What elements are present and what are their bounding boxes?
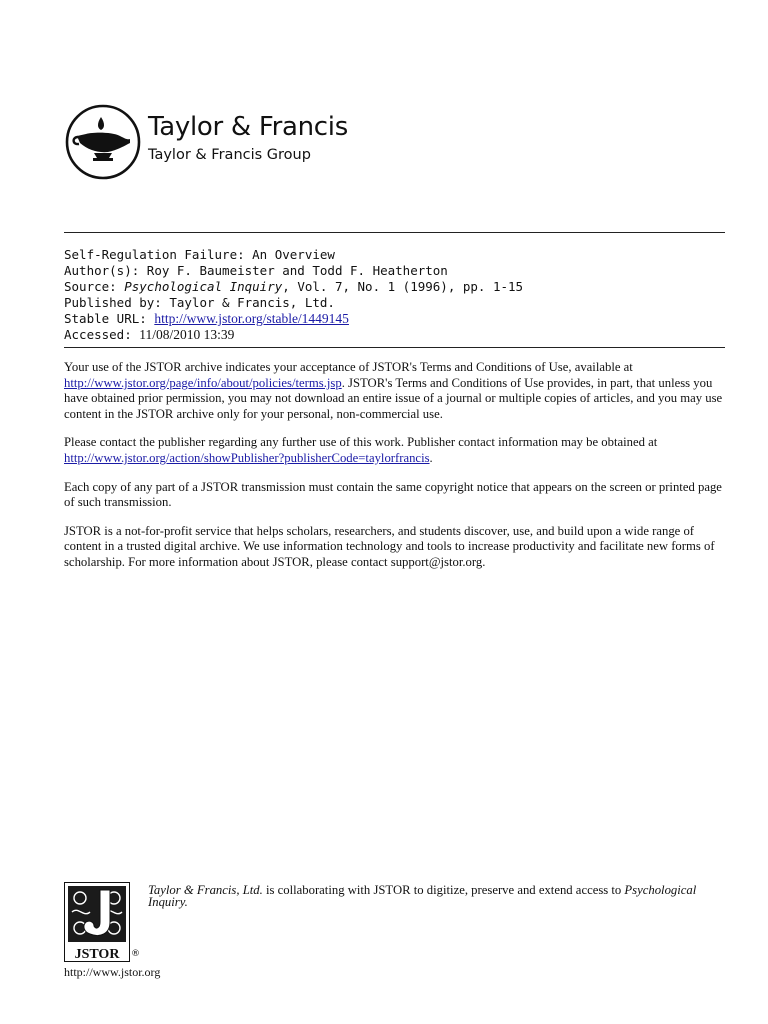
- stable-url-link[interactable]: http://www.jstor.org/stable/1449145: [154, 311, 349, 326]
- source-details: , Vol. 7, No. 1 (1996), pp. 1-15: [282, 279, 524, 294]
- terms-section: [64, 360, 724, 584]
- accessed-date: 11/08/2010 13:39: [139, 327, 235, 342]
- terms-text-rest: . JSTOR's Terms and Conditions of Use provides, in part, that unless you have obtained prior permission, you may not download an entire issue of a journal or multiple copies of articles, and you may use content in the JSTOR archive only for your personal, non-commercial use.: [64, 375, 723, 421]
- terms-paragraph-contact: [64, 435, 724, 466]
- publisher-logo-name: Taylor & Francis: [148, 112, 348, 142]
- collaboration-notice: [148, 884, 728, 908]
- source-line: [64, 279, 523, 295]
- registered-mark: ®: [131, 949, 140, 959]
- jstor-url[interactable]: http://www.jstor.org: [64, 965, 161, 979]
- top-divider: [64, 232, 725, 233]
- collab-text: is collaborating with JSTOR to digitize, preserve and extend access to: [262, 883, 625, 897]
- authors-line: [64, 263, 523, 279]
- publisher-contact-link[interactable]: http://www.jstor.org/action/showPublisher?publisherCode=taylorfrancis: [64, 450, 430, 465]
- published-label: Published by:: [64, 295, 170, 310]
- authors-label: Author(s):: [64, 263, 147, 278]
- authors: Roy F. Baumeister and Todd F. Heatherton: [146, 263, 448, 278]
- citation-block: [64, 247, 523, 343]
- terms-link[interactable]: http://www.jstor.org/page/info/about/policies/terms.jsp: [64, 375, 342, 390]
- oil-lamp-icon: [64, 103, 142, 181]
- stable-url-label: Stable URL:: [64, 311, 155, 326]
- stable-url-line: [64, 311, 523, 327]
- middle-divider: [64, 347, 725, 348]
- terms-paragraph-copy: Each copy of any part of a JSTOR transmission must contain the same copyright notice that appears on the screen or printed page of such transmission.: [64, 479, 722, 510]
- terms-paragraph-about: JSTOR is a not-for-profit service that helps scholars, researchers, and students discover, use, and build upon a wide range of content in a trusted digital archive. We use information technology and tools to increase productivity and facilitate new forms of scholarship. For more information about JSTOR, please contact support@jstor.org.: [64, 523, 715, 569]
- terms-text-intro: Your use of the JSTOR archive indicates your acceptance of JSTOR's Terms and Conditions of Use, available at: [64, 360, 633, 374]
- jstor-logo-icon: [64, 882, 130, 962]
- collab-publisher: Taylor & Francis, Ltd.: [148, 883, 263, 897]
- article-title: Self-Regulation Failure: An Overview: [64, 247, 335, 262]
- contact-text: Please contact the publisher regarding any further use of this work. Publisher contact information may be obtained at: [64, 435, 658, 450]
- accessed-line: [64, 327, 523, 343]
- published-line: [64, 295, 523, 311]
- publisher-name: Taylor & Francis, Ltd.: [169, 295, 335, 310]
- accessed-label: Accessed:: [64, 327, 140, 342]
- source-label: Source:: [64, 279, 125, 294]
- contact-period: .: [429, 450, 433, 465]
- collab-journal: Psychological Inquiry.: [148, 883, 697, 909]
- publisher-logo-group: Taylor & Francis Group: [148, 147, 311, 163]
- journal-name: Psychological Inquiry: [124, 279, 283, 294]
- terms-paragraph-use: [64, 360, 724, 422]
- jstor-logo-text: JSTOR: [74, 947, 120, 962]
